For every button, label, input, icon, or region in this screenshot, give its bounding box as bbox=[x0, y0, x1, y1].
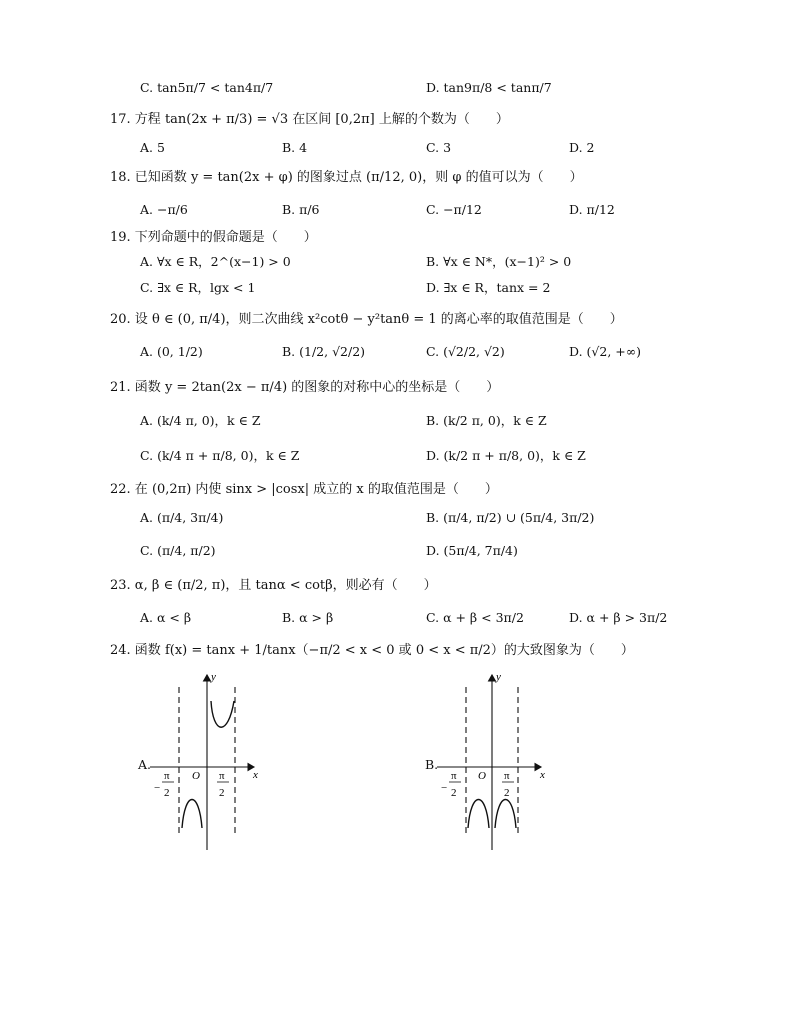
y-label: y bbox=[211, 671, 216, 683]
y-label: y bbox=[496, 671, 501, 683]
q22-option-a[interactable]: A. (π/4, 3π/4) bbox=[140, 510, 224, 525]
q21-stem: 21. 函数 y = 2tan(2x − π/4) 的图象的对称中心的坐标是（ ） bbox=[110, 380, 500, 395]
curve-lower-left bbox=[182, 800, 202, 829]
q17-option-d[interactable]: D. 2 bbox=[569, 140, 595, 155]
q23-option-d[interactable]: D. α + β > 3π/2 bbox=[569, 610, 668, 625]
q24-option-a-label[interactable]: A. bbox=[138, 757, 152, 772]
q24-graph-a[interactable] bbox=[150, 665, 270, 855]
q21-option-c[interactable]: C. (k/4 π + π/8, 0)，k ∈ Z bbox=[140, 448, 300, 463]
q20-option-c[interactable]: C. (√2/2, √2) bbox=[426, 344, 505, 359]
q22-stem: 22. 在 (0,2π) 内使 sinx > |cosx| 成立的 x 的取值范围是（ ） bbox=[110, 482, 498, 497]
q18-option-a[interactable]: A. −π/6 bbox=[140, 202, 188, 217]
q23-stem: 23. α, β ∈ (π/2, π)，且 tanα < cotβ，则必有（ ） bbox=[110, 578, 437, 593]
q22-option-d[interactable]: D. (5π/4, 7π/4) bbox=[426, 543, 518, 558]
neg-pi: π bbox=[164, 770, 170, 782]
q21-option-b[interactable]: B. (k/2 π, 0)，k ∈ Z bbox=[426, 413, 547, 428]
q17-option-c[interactable]: C. 3 bbox=[426, 140, 452, 155]
q20-option-b[interactable]: B. (1/2, √2/2) bbox=[282, 344, 366, 359]
neg-two: 2 bbox=[164, 787, 170, 799]
q18-option-d[interactable]: D. π/12 bbox=[569, 202, 615, 217]
q19-option-c[interactable]: C. ∃x ∈ R，lgx < 1 bbox=[140, 280, 256, 295]
q18-stem: 18. 已知函数 y = tan(2x + φ) 的图象过点 (π/12, 0)，则 φ 的值可以为（ ） bbox=[110, 170, 583, 185]
pos-pi: π bbox=[504, 770, 510, 782]
curve-lower-left bbox=[468, 800, 489, 829]
q20-stem: 20. 设 θ ∈ (0, π/4)，则二次曲线 x²cotθ − y²tanθ = 1 的离心率的取值范围是（ ） bbox=[110, 312, 623, 327]
q23-option-c[interactable]: C. α + β < 3π/2 bbox=[426, 610, 524, 625]
q18-option-c[interactable]: C. −π/12 bbox=[426, 202, 482, 217]
q16-option-d[interactable]: D. tan9π/8 < tanπ/7 bbox=[426, 80, 552, 95]
neg-sign: − bbox=[441, 782, 448, 794]
q22-option-c[interactable]: C. (π/4, π/2) bbox=[140, 543, 216, 558]
q19-option-a[interactable]: A. ∀x ∈ R，2^(x−1) > 0 bbox=[140, 254, 291, 269]
q24-option-b-label[interactable]: B. bbox=[425, 757, 439, 772]
q24-graph-b[interactable] bbox=[437, 665, 557, 855]
origin-label: O bbox=[478, 770, 486, 782]
q18-option-b[interactable]: B. π/6 bbox=[282, 202, 320, 217]
x-label: x bbox=[253, 769, 258, 781]
q19-option-b[interactable]: B. ∀x ∈ N*，(x−1)² > 0 bbox=[426, 254, 572, 269]
origin-label: O bbox=[192, 770, 200, 782]
q20-option-d[interactable]: D. (√2, +∞) bbox=[569, 344, 642, 359]
neg-two: 2 bbox=[451, 787, 457, 799]
x-label: x bbox=[540, 769, 545, 781]
q19-option-d[interactable]: D. ∃x ∈ R，tanx = 2 bbox=[426, 280, 551, 295]
neg-pi: π bbox=[451, 770, 457, 782]
q17-stem: 17. 方程 tan(2x + π/3) = √3 在区间 [0,2π] 上解的个数为（ ） bbox=[110, 112, 509, 127]
pos-two: 2 bbox=[504, 787, 510, 799]
neg-sign: − bbox=[154, 782, 161, 794]
q17-option-b[interactable]: B. 4 bbox=[282, 140, 308, 155]
q17-option-a[interactable]: A. 5 bbox=[140, 140, 165, 155]
q20-option-a[interactable]: A. (0, 1/2) bbox=[140, 344, 203, 359]
pos-two: 2 bbox=[219, 787, 225, 799]
q21-option-d[interactable]: D. (k/2 π + π/8, 0)，k ∈ Z bbox=[426, 448, 586, 463]
q24-stem: 24. 函数 f(x) = tanx + 1/tanx（−π/2 < x < 0 或 0 < x < π/2）的大致图象为（ ） bbox=[110, 643, 634, 658]
q23-option-b[interactable]: B. α > β bbox=[282, 610, 334, 625]
curve-lower-right bbox=[495, 800, 516, 829]
q22-option-b[interactable]: B. (π/4, π/2) ∪ (5π/4, 3π/2) bbox=[426, 510, 595, 525]
curve-upper-right bbox=[211, 701, 234, 727]
pos-pi: π bbox=[219, 770, 225, 782]
q21-option-a[interactable]: A. (k/4 π, 0)，k ∈ Z bbox=[140, 413, 261, 428]
q19-stem: 19. 下列命题中的假命题是（ ） bbox=[110, 230, 317, 245]
q23-option-a[interactable]: A. α < β bbox=[140, 610, 192, 625]
q16-option-c[interactable]: C. tan5π/7 < tan4π/7 bbox=[140, 80, 274, 95]
